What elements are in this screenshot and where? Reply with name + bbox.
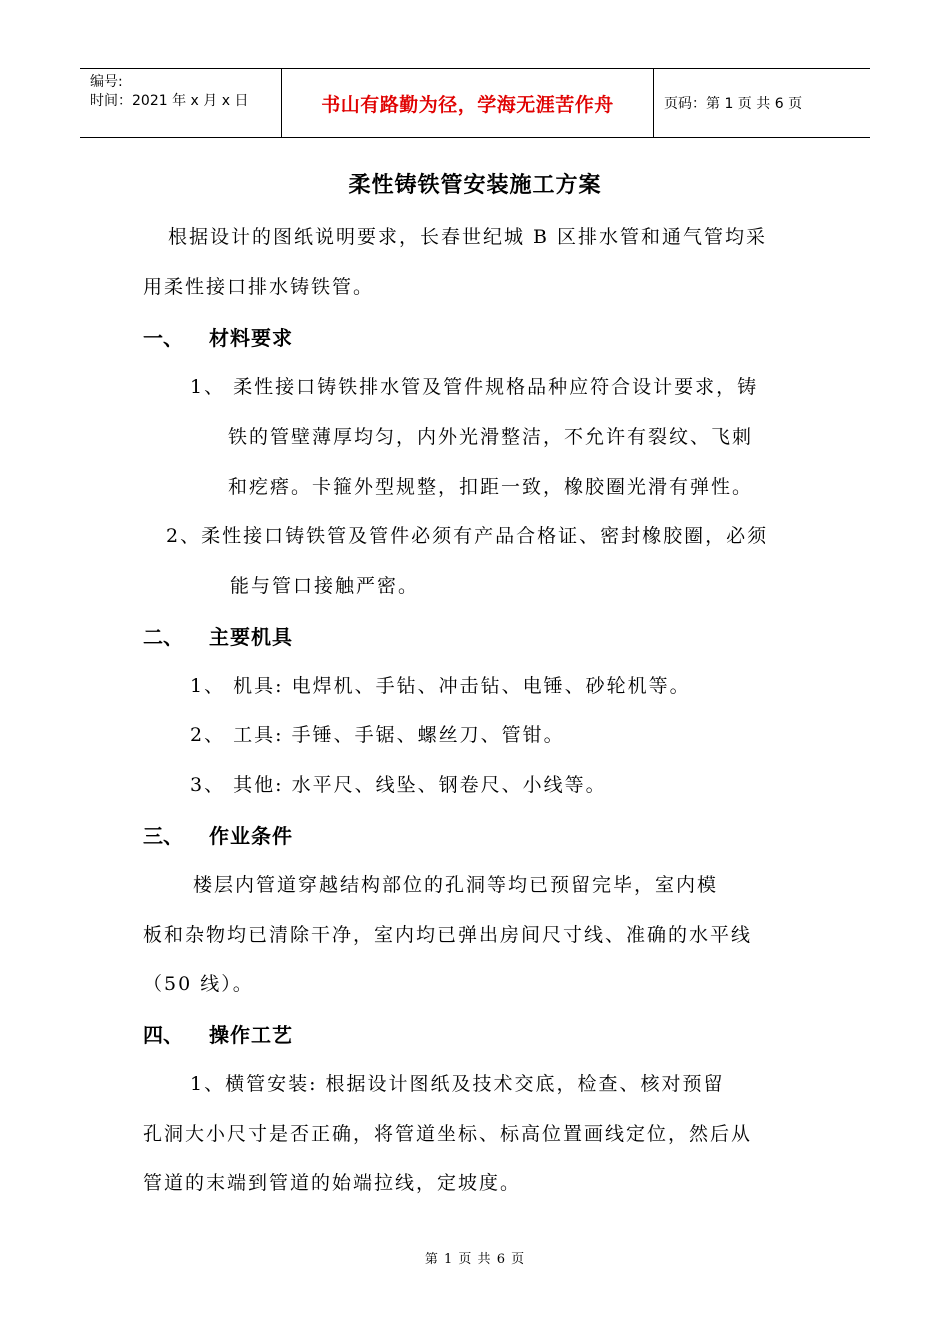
section-title: 作业条件 <box>209 824 293 848</box>
paragraph-line: 孔洞大小尺寸是否正确，将管道坐标、标高位置画线定位，然后从 <box>143 1123 753 1145</box>
document-time-label: 时间：2021 年 x 月 x 日 <box>90 93 249 109</box>
section-title: 主要机具 <box>209 625 293 649</box>
paragraph-line: 和疙瘩。卡箍外型规整，扣距一致，橡胶圈光滑有弹性。 <box>228 476 754 498</box>
document-number-label: 编号: <box>90 74 123 90</box>
header-page-cell <box>654 69 870 137</box>
header-meta-cell <box>80 69 282 137</box>
paragraph-line: 板和杂物均已清除干净，室内均已弹出房间尺寸线、准确的水平线 <box>143 924 753 946</box>
section-number: 一、 <box>143 326 183 350</box>
paragraph-line: 管道的末端到管道的始端拉线，定坡度。 <box>143 1172 522 1194</box>
header-table <box>80 68 870 138</box>
section-title: 材料要求 <box>209 326 293 350</box>
paragraph-line: 1、 机具: 电焊机、手钻、冲击钻、电锤、砂轮机等。 <box>190 675 691 697</box>
paragraph-line: 2、柔性接口铸铁管及管件必须有产品合格证、密封橡胶圈，必须 <box>166 525 769 547</box>
paragraph-line: 楼层内管道穿越结构部位的孔洞等均已预留完毕，室内模 <box>193 874 719 896</box>
page-info: 页码：第 1 页 共 6 页 <box>664 96 803 112</box>
paragraph-line: 2、 工具: 手锤、手锯、螺丝刀、管钳。 <box>190 724 565 746</box>
paragraph-line: （50 线）。 <box>143 973 254 995</box>
header-motto-cell <box>282 69 654 137</box>
motto-text: 书山有路勤为径，学海无涯苦作舟 <box>321 93 614 116</box>
paragraph-line: 1、 柔性接口铸铁排水管及管件规格品种应符合设计要求，铸 <box>190 376 759 398</box>
section-number: 二、 <box>143 625 183 649</box>
paragraph-line: 能与管口接触严密。 <box>230 575 420 597</box>
document-title: 柔性铸铁管安装施工方案 <box>348 172 602 198</box>
page-footer: 第 1 页 共 6 页 <box>424 1252 526 1267</box>
section-number: 三、 <box>143 824 183 848</box>
paragraph-line: 铁的管壁薄厚均匀，内外光滑整洁，不允许有裂纹、飞刺 <box>228 426 754 448</box>
section-number: 四、 <box>143 1023 183 1047</box>
paragraph-line: 1、横管安装: 根据设计图纸及技术交底，检查、核对预留 <box>190 1073 725 1095</box>
section-title: 操作工艺 <box>209 1023 293 1047</box>
intro-line: 用柔性接口排水铸铁管。 <box>143 276 375 298</box>
intro-line: 根据设计的图纸说明要求，长春世纪城 B 区排水管和通气管均采 <box>168 226 768 248</box>
paragraph-line: 3、 其他: 水平尺、线坠、钢卷尺、小线等。 <box>190 774 607 796</box>
